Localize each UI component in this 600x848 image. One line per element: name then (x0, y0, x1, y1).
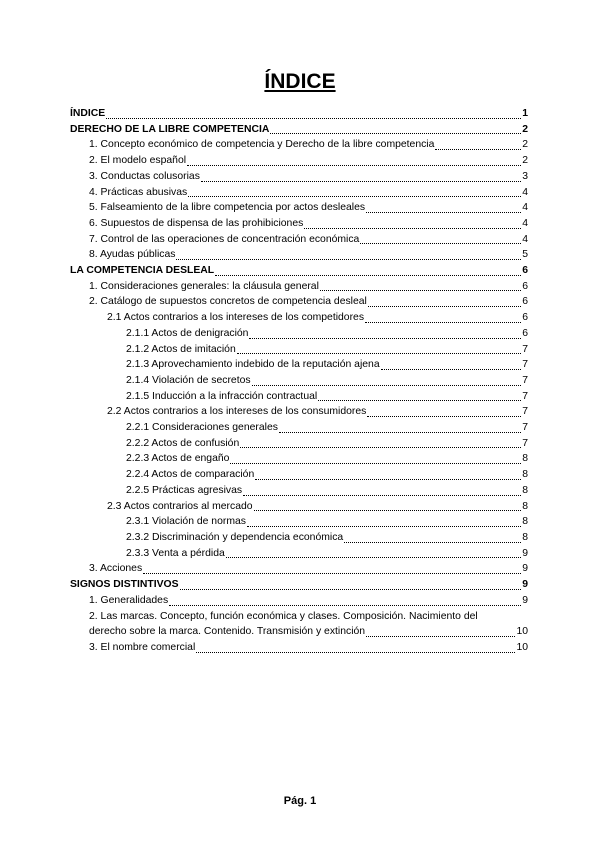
toc-entry[interactable] (70, 342, 528, 358)
toc-entry-text: 3. El nombre comercial (89, 641, 196, 653)
toc-entry-page: 8 (522, 516, 528, 528)
toc-entry[interactable] (70, 561, 528, 577)
toc-entry-text: 1. Generalidades (89, 594, 169, 606)
toc-entry-text: 2.3.1 Violación de normas (126, 516, 246, 528)
toc-entry[interactable] (70, 185, 528, 201)
toc-entry-page: 8 (522, 531, 528, 543)
toc-entry[interactable] (70, 310, 528, 326)
leader-dots (169, 604, 521, 606)
leader-dots (187, 164, 521, 166)
leader-dots (243, 494, 521, 496)
page-title: ÍNDICE (264, 70, 336, 93)
toc-entry-text: 4. Prácticas abusivas (89, 186, 188, 198)
table-of-contents (70, 106, 528, 656)
toc-entry[interactable] (70, 593, 528, 609)
leader-dots (176, 258, 521, 260)
leader-dots (279, 431, 521, 433)
toc-entry[interactable] (70, 247, 528, 263)
toc-entry[interactable] (70, 326, 528, 342)
toc-entry-page: 7 (522, 390, 528, 402)
toc-entry-text: 2.2.1 Consideraciones generales (126, 422, 278, 434)
leader-dots (255, 478, 521, 480)
toc-entry-page: 4 (522, 217, 528, 229)
toc-entry[interactable] (70, 232, 528, 248)
leader-dots (254, 509, 522, 511)
toc-entry[interactable] (70, 530, 528, 546)
toc-entry-page: 7 (522, 343, 528, 355)
toc-entry[interactable] (70, 546, 528, 562)
toc-entry-page: 4 (522, 186, 528, 198)
toc-entry-text: 2.1.3 Aprovechamiento indebido de la reputación ajena (126, 359, 380, 371)
toc-entry[interactable] (70, 609, 528, 640)
leader-dots (226, 556, 521, 558)
toc-entry[interactable] (70, 279, 528, 295)
toc-entry-page: 7 (522, 437, 528, 449)
toc-entry[interactable] (70, 169, 528, 185)
toc-entry[interactable] (70, 640, 528, 656)
toc-entry[interactable] (70, 451, 528, 467)
toc-entry-page: 6 (522, 296, 528, 308)
leader-dots (367, 415, 521, 417)
toc-entry-text: 1. Consideraciones generales: la cláusula general (89, 280, 319, 292)
toc-entry-text: 2.2.5 Prácticas agresivas (126, 484, 243, 496)
toc-entry-text: 7. Control de las operaciones de concentración económica (89, 233, 360, 245)
leader-dots (320, 289, 521, 291)
leader-dots (201, 180, 521, 182)
toc-entry-text: 2.2.3 Actos de engaño (126, 453, 230, 465)
toc-entry-text: 8. Ayudas públicas (89, 249, 176, 261)
toc-entry[interactable] (70, 357, 528, 373)
toc-entry-page: 2 (522, 139, 528, 151)
toc-entry-text: 2. Catálogo de supuestos concretos de competencia desleal (89, 296, 367, 308)
toc-entry[interactable] (70, 404, 528, 420)
toc-entry-page: 5 (522, 249, 528, 261)
toc-entry-text: 3. Conductas colusorias (89, 170, 200, 182)
toc-entry-text: 2.3.3 Venta a pérdida (126, 547, 225, 559)
toc-entry-page: 9 (522, 563, 528, 575)
toc-entry[interactable] (70, 106, 528, 122)
toc-entry[interactable] (70, 467, 528, 483)
toc-entry-page: 9 (522, 579, 528, 591)
leader-dots (143, 572, 521, 574)
toc-entry[interactable] (70, 263, 528, 279)
toc-entry-page: 7 (522, 374, 528, 386)
toc-entry-page: 10 (516, 641, 528, 653)
leader-dots (247, 525, 521, 527)
toc-entry-text: 2. El modelo español (89, 155, 187, 167)
toc-entry-text: 2.1.4 Violación de secretos (126, 374, 251, 386)
toc-entry-text: 2.2 Actos contrarios a los intereses de los consumidores (107, 406, 367, 418)
toc-entry[interactable] (70, 483, 528, 499)
toc-entry-text: 2.2.4 Actos de comparación (126, 469, 255, 481)
leader-dots (318, 399, 521, 401)
toc-entry-page: 2 (522, 155, 528, 167)
leader-dots (180, 588, 522, 590)
toc-entry[interactable] (70, 420, 528, 436)
toc-entry-page: 4 (522, 202, 528, 214)
toc-entry-page: 1 (522, 108, 528, 119)
toc-entry-text: 6. Supuestos de dispensa de las prohibiciones (89, 217, 304, 229)
toc-entry[interactable] (70, 373, 528, 389)
page-number: Pág. 1 (283, 795, 317, 807)
toc-entry-page: 8 (522, 500, 528, 512)
leader-dots (237, 352, 521, 354)
toc-entry-page: 9 (522, 594, 528, 606)
toc-entry-page: 6 (522, 265, 528, 277)
toc-entry-text: DERECHO DE LA LIBRE COMPETENCIA (70, 123, 270, 135)
toc-entry[interactable] (70, 577, 528, 593)
toc-entry[interactable] (70, 200, 528, 216)
toc-entry-text: 2.3 Actos contrarios al mercado (107, 500, 253, 512)
toc-entry-page: 8 (522, 469, 528, 481)
leader-dots (381, 368, 522, 370)
toc-entry-page: 8 (522, 453, 528, 465)
leader-dots (106, 117, 521, 119)
toc-entry[interactable] (70, 514, 528, 530)
toc-entry-page: 4 (522, 233, 528, 245)
toc-entry-page: 6 (522, 327, 528, 339)
leader-dots (252, 384, 522, 386)
toc-entry-page: 7 (522, 422, 528, 434)
toc-entry-text: ÍNDICE (70, 108, 106, 119)
leader-dots (196, 651, 515, 653)
toc-entry[interactable] (70, 499, 528, 515)
toc-entry[interactable] (70, 137, 528, 153)
leader-dots (270, 132, 521, 134)
leader-dots (215, 274, 521, 276)
toc-entry-text: 2.3.2 Discriminación y dependencia económica (126, 531, 344, 543)
toc-entry-page: 7 (522, 359, 528, 371)
toc-entry[interactable] (70, 294, 528, 310)
leader-dots (368, 305, 521, 307)
leader-dots (366, 635, 515, 637)
toc-entry-text: 2.1.1 Actos de denigración (126, 327, 249, 339)
toc-entry-page: 6 (522, 312, 528, 324)
toc-entry-text: 2.1.2 Actos de imitación (126, 343, 236, 355)
toc-entry-page: 10 (516, 626, 528, 638)
toc-entry-page: 8 (522, 484, 528, 496)
leader-dots (188, 195, 521, 197)
toc-entry-text-cont: derecho sobre la marca. Contenido. Transmisión y extinción (89, 626, 366, 638)
toc-entry-text: 2.2.2 Actos de confusión (126, 437, 240, 449)
toc-entry-page: 9 (522, 547, 528, 559)
toc-entry-text: 2.1 Actos contrarios a los intereses de los competidores (107, 312, 365, 324)
toc-entry[interactable] (70, 153, 528, 169)
toc-entry[interactable] (70, 436, 528, 452)
toc-entry-text: LA COMPETENCIA DESLEAL (70, 265, 215, 277)
toc-entry[interactable] (70, 122, 528, 138)
leader-dots (435, 148, 521, 150)
toc-entry-text: 3. Acciones (89, 563, 143, 575)
toc-entry[interactable] (70, 216, 528, 232)
toc-entry-text: 2. Las marcas. Concepto, función económica y clases. Composición. Nacimiento del (89, 610, 478, 622)
toc-entry[interactable] (70, 389, 528, 405)
leader-dots (249, 337, 521, 339)
toc-entry-page: 2 (522, 123, 528, 135)
leader-dots (366, 211, 521, 213)
toc-entry-text: 2.1.5 Inducción a la infracción contractual (126, 390, 318, 402)
leader-dots (304, 227, 521, 229)
toc-entry-text: 1. Concepto económico de competencia y Derecho de la libre competencia (89, 139, 435, 151)
leader-dots (230, 462, 521, 464)
leader-dots (360, 242, 521, 244)
toc-entry-page: 6 (522, 280, 528, 292)
toc-entry-page: 7 (522, 406, 528, 418)
toc-entry-page: 3 (522, 170, 528, 182)
leader-dots (240, 446, 521, 448)
toc-entry-text: 5. Falseamiento de la libre competencia por actos desleales (89, 202, 366, 214)
toc-entry-text: SIGNOS DISTINTIVOS (70, 579, 179, 591)
leader-dots (344, 541, 521, 543)
leader-dots (365, 321, 521, 323)
